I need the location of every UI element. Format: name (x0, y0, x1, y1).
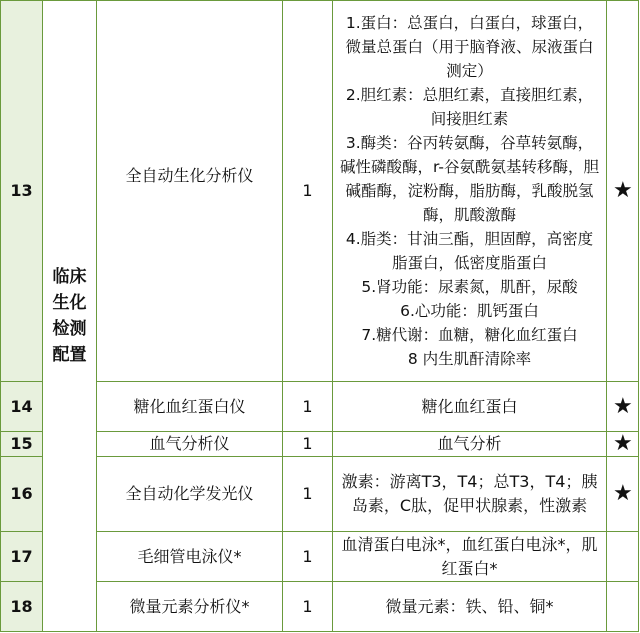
specification (333, 457, 607, 532)
table-row (1, 532, 639, 582)
quantity: 1 (283, 457, 333, 532)
spec-item: 2.胆红素：总胆红素，直接胆红素，间接胆红素 (345, 86, 594, 128)
star-mark (607, 582, 639, 632)
equipment-name: 糖化血红蛋白仪 (97, 382, 283, 432)
specification (333, 582, 607, 632)
spec-item: 血清蛋白电泳*，血红蛋白电泳*，肌红蛋白* (341, 534, 598, 578)
table-row (1, 582, 639, 632)
equipment-name: 全自动化学发光仪 (97, 457, 283, 532)
spec-item: 6.心功能：肌钙蛋白 (400, 302, 539, 320)
row-number: 15 (1, 432, 43, 457)
row-number: 16 (1, 457, 43, 532)
quantity: 1 (283, 432, 333, 457)
quantity: 1 (283, 582, 333, 632)
star-mark: ★ (607, 457, 639, 532)
spec-item: 1.蛋白：总蛋白，白蛋白，球蛋白，微量总蛋白（用于脑脊液、尿液蛋白测定） (345, 14, 594, 80)
star-mark: ★ (607, 1, 639, 382)
category-cell: 临床生化检测配置 (43, 1, 97, 632)
table-row (1, 1, 639, 382)
spec-item: 激素：游离T3，T4；总T3，T4；胰岛素，C肽，促甲状腺素，性激素 (341, 472, 598, 515)
table-row (1, 457, 639, 532)
quantity: 1 (283, 532, 333, 582)
spec-item: 7.糖代谢：血糖，糖化血红蛋白 (361, 326, 578, 344)
specification (333, 532, 607, 582)
equipment-name: 全自动生化分析仪 (97, 1, 283, 382)
spec-item: 微量元素：铁、铅、铜* (385, 596, 554, 616)
specification (333, 382, 607, 432)
spec-item: 5.肾功能：尿素氮，肌酐，尿酸 (361, 278, 578, 296)
quantity: 1 (283, 1, 333, 382)
equipment-name: 血气分析仪 (97, 432, 283, 457)
star-mark (607, 532, 639, 582)
star-mark: ★ (607, 432, 639, 457)
equipment-name: 微量元素分析仪* (97, 582, 283, 632)
spec-item: 血气分析 (437, 434, 502, 453)
spec-item: 4.脂类：甘油三酯，胆固醇，高密度脂蛋白，低密度脂蛋白 (345, 230, 594, 272)
specification (333, 1, 607, 382)
spec-item: 8 内生肌酐清除率 (407, 350, 532, 368)
spec-item: 糖化血红蛋白 (421, 396, 518, 416)
star-mark: ★ (607, 382, 639, 432)
table-row (1, 432, 639, 457)
row-number: 18 (1, 582, 43, 632)
row-number: 17 (1, 532, 43, 582)
row-number: 13 (1, 1, 43, 382)
equipment-name: 毛细管电泳仪* (97, 532, 283, 582)
table-row (1, 382, 639, 432)
spec-item: 3.酶类：谷丙转氨酶，谷草转氨酶，碱性磷酸酶，r-谷氨酰氨基转移酶，胆碱酯酶，淀粉酶，脂肪酶，乳酸脱氢酶，肌酸激酶 (340, 134, 599, 224)
specification (333, 432, 607, 457)
row-number: 14 (1, 382, 43, 432)
quantity: 1 (283, 382, 333, 432)
